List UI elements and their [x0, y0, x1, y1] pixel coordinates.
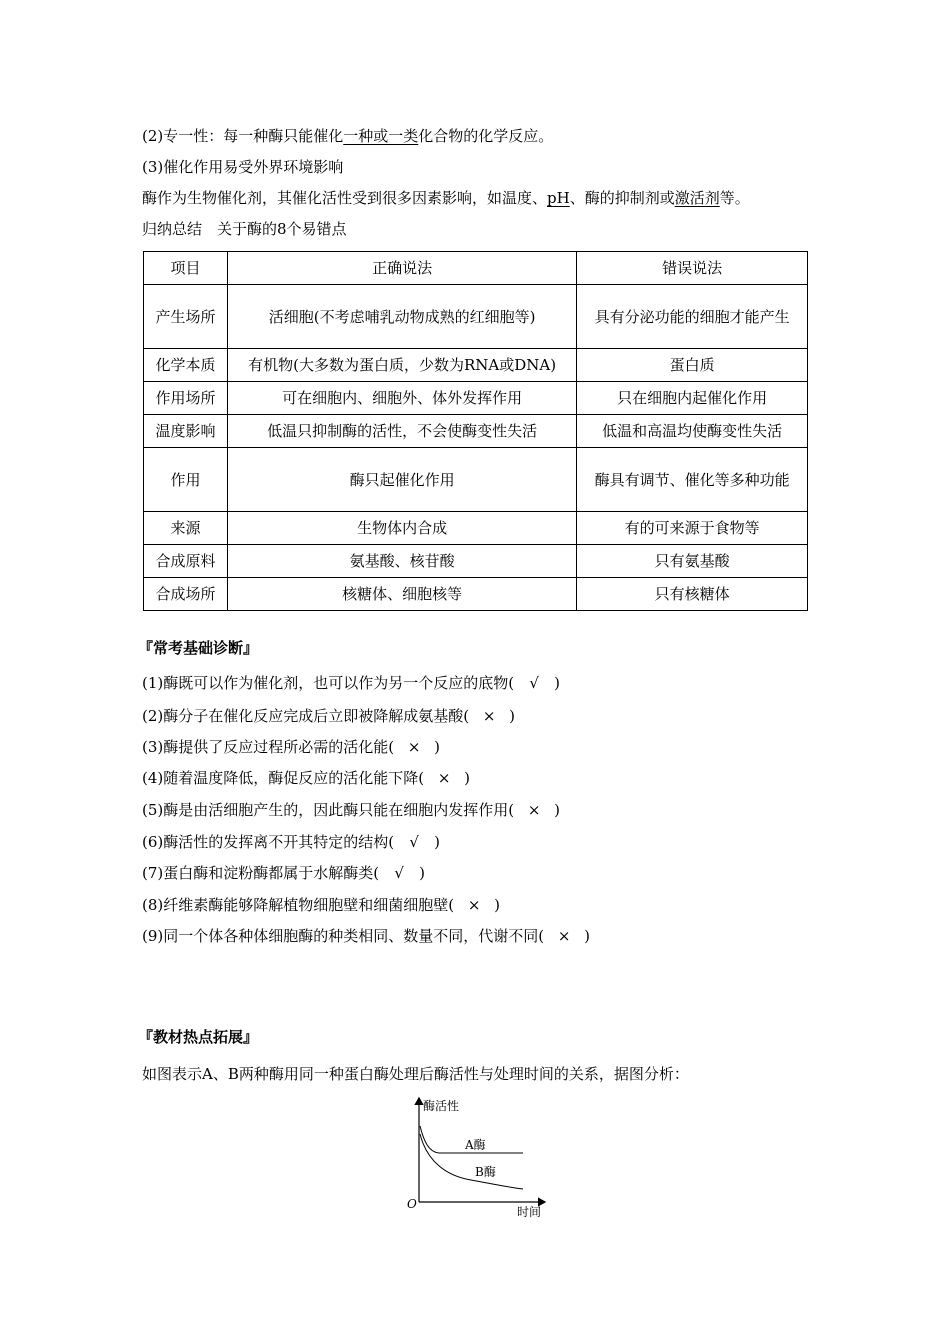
answer-mark: × [557, 927, 571, 945]
item-text: (1)酶既可以作为催化剂，也可以作为另一个反应的底物( [142, 674, 515, 692]
item-paren: ) [554, 674, 560, 692]
item-paren: ) [584, 927, 590, 945]
table-cell: 合成场所 [144, 578, 228, 611]
list-item [142, 831, 440, 853]
item-text: (8)纤维素酶能够降解植物细胞壁和细菌细胞壁( [142, 896, 455, 914]
table-header-row [144, 252, 808, 285]
table-row [144, 349, 808, 382]
list-item [142, 672, 560, 694]
list-item [142, 705, 515, 727]
text-span: 等。 [719, 189, 750, 207]
table-cell: 作用 [144, 448, 228, 512]
answer-mark: × [482, 707, 496, 725]
table-cell: 酶只起催化作用 [227, 448, 576, 512]
text-span: 酶作为生物催化剂，其催化活性受到很多因素影响，如温度、 [142, 189, 548, 207]
table-cell: 具有分泌功能的细胞才能产生 [577, 285, 808, 349]
paragraph-factors [142, 187, 750, 209]
table-row [144, 578, 808, 611]
underlined-answer: pH [547, 189, 570, 207]
answer-mark: √ [409, 833, 419, 851]
paragraph-environment: (3)催化作用易受外界环境影响 [142, 158, 344, 176]
table-cell: 核糖体、细胞核等 [227, 578, 576, 611]
paragraph-specificity [142, 125, 553, 147]
table-row [144, 285, 808, 349]
item-text: (7)蛋白酶和淀粉酶都属于水解酶类( [142, 864, 380, 882]
answer-mark: × [467, 896, 481, 914]
list-item [142, 767, 470, 789]
table-header-cell: 正确说法 [227, 252, 576, 285]
table-cell: 只有氨基酸 [577, 545, 808, 578]
table-cell: 有的可来源于食物等 [577, 512, 808, 545]
item-text: (2)酶分子在催化反应完成后立即被降解成氨基酸( [142, 707, 470, 725]
summary-heading: 归纳总结 关于酶的8个易错点 [142, 220, 347, 238]
item-paren: ) [464, 769, 470, 787]
table-header-cell: 项目 [144, 252, 228, 285]
table-row [144, 415, 808, 448]
item-paren: ) [554, 801, 560, 819]
answer-mark: × [407, 738, 421, 756]
table-cell: 只在细胞内起催化作用 [577, 382, 808, 415]
answer-mark: × [437, 769, 451, 787]
table-cell: 合成原料 [144, 545, 228, 578]
underlined-answer: 一种或一类 [343, 127, 419, 145]
table-cell: 可在细胞内、细胞外、体外发挥作用 [227, 382, 576, 415]
list-item [142, 862, 425, 884]
list-item [142, 736, 440, 758]
series-label-b: B酶 [475, 1165, 496, 1179]
section-title-diagnosis: 『常考基础诊断』 [138, 639, 259, 657]
list-item [142, 799, 560, 821]
table-row [144, 448, 808, 512]
table-cell: 化学本质 [144, 349, 228, 382]
answer-mark: √ [529, 674, 539, 692]
table-cell: 产生场所 [144, 285, 228, 349]
table-cell: 温度影响 [144, 415, 228, 448]
x-axis-label: 时间 [517, 1205, 542, 1219]
list-item [142, 894, 500, 916]
item-paren: ) [419, 864, 425, 882]
item-text: (9)同一个体各种体细胞酶的种类相同、数量不同，代谢不同( [142, 927, 545, 945]
origin-label: O [407, 1197, 417, 1211]
table-cell: 活细胞(不考虑哺乳动物成熟的红细胞等) [227, 285, 576, 349]
text-span: 化合物的化学反应。 [418, 127, 554, 145]
table-cell: 蛋白质 [577, 349, 808, 382]
figure-description: 如图表示A、B两种酶用同一种蛋白酶处理后酶活性与处理时间的关系，据图分析： [142, 1065, 689, 1083]
answer-mark: √ [394, 864, 404, 882]
item-text: (5)酶是由活细胞产生的，因此酶只能在细胞内发挥作用( [142, 801, 515, 819]
text-span: 、酶的抑制剂或 [569, 189, 675, 207]
underlined-answer: 激活剂 [674, 189, 720, 207]
item-paren: ) [494, 896, 500, 914]
y-axis-label: 酶活性 [423, 1099, 460, 1113]
item-paren: ) [509, 707, 515, 725]
series-label-a: A酶 [465, 1138, 486, 1152]
table-row [144, 512, 808, 545]
enzyme-activity-chart [395, 1090, 565, 1220]
table-header-cell: 错误说法 [577, 252, 808, 285]
item-paren: ) [434, 833, 440, 851]
item-paren: ) [434, 738, 440, 756]
answer-mark: × [527, 801, 541, 819]
section-title-extension: 『教材热点拓展』 [138, 1028, 259, 1046]
item-text: (6)酶活性的发挥离不开其特定的结构( [142, 833, 395, 851]
list-item [142, 925, 590, 947]
table-row [144, 545, 808, 578]
table-cell: 氨基酸、核苷酸 [227, 545, 576, 578]
table-cell: 生物体内合成 [227, 512, 576, 545]
table-cell: 酶具有调节、催化等多种功能 [577, 448, 808, 512]
table-cell: 低温只抑制酶的活性，不会使酶变性失活 [227, 415, 576, 448]
table-row [144, 382, 808, 415]
table-cell: 只有核糖体 [577, 578, 808, 611]
item-text: (3)酶提供了反应过程所必需的活化能( [142, 738, 395, 756]
text-span: (2)专一性：每一种酶只能催化 [142, 127, 344, 145]
table-cell: 低温和高温均使酶变性失活 [577, 415, 808, 448]
table-cell: 来源 [144, 512, 228, 545]
item-text: (4)随着温度降低，酶促反应的活化能下降( [142, 769, 425, 787]
table-cell: 有机物(大多数为蛋白质，少数为RNA或DNA) [227, 349, 576, 382]
error-points-table [143, 251, 808, 611]
table-cell: 作用场所 [144, 382, 228, 415]
